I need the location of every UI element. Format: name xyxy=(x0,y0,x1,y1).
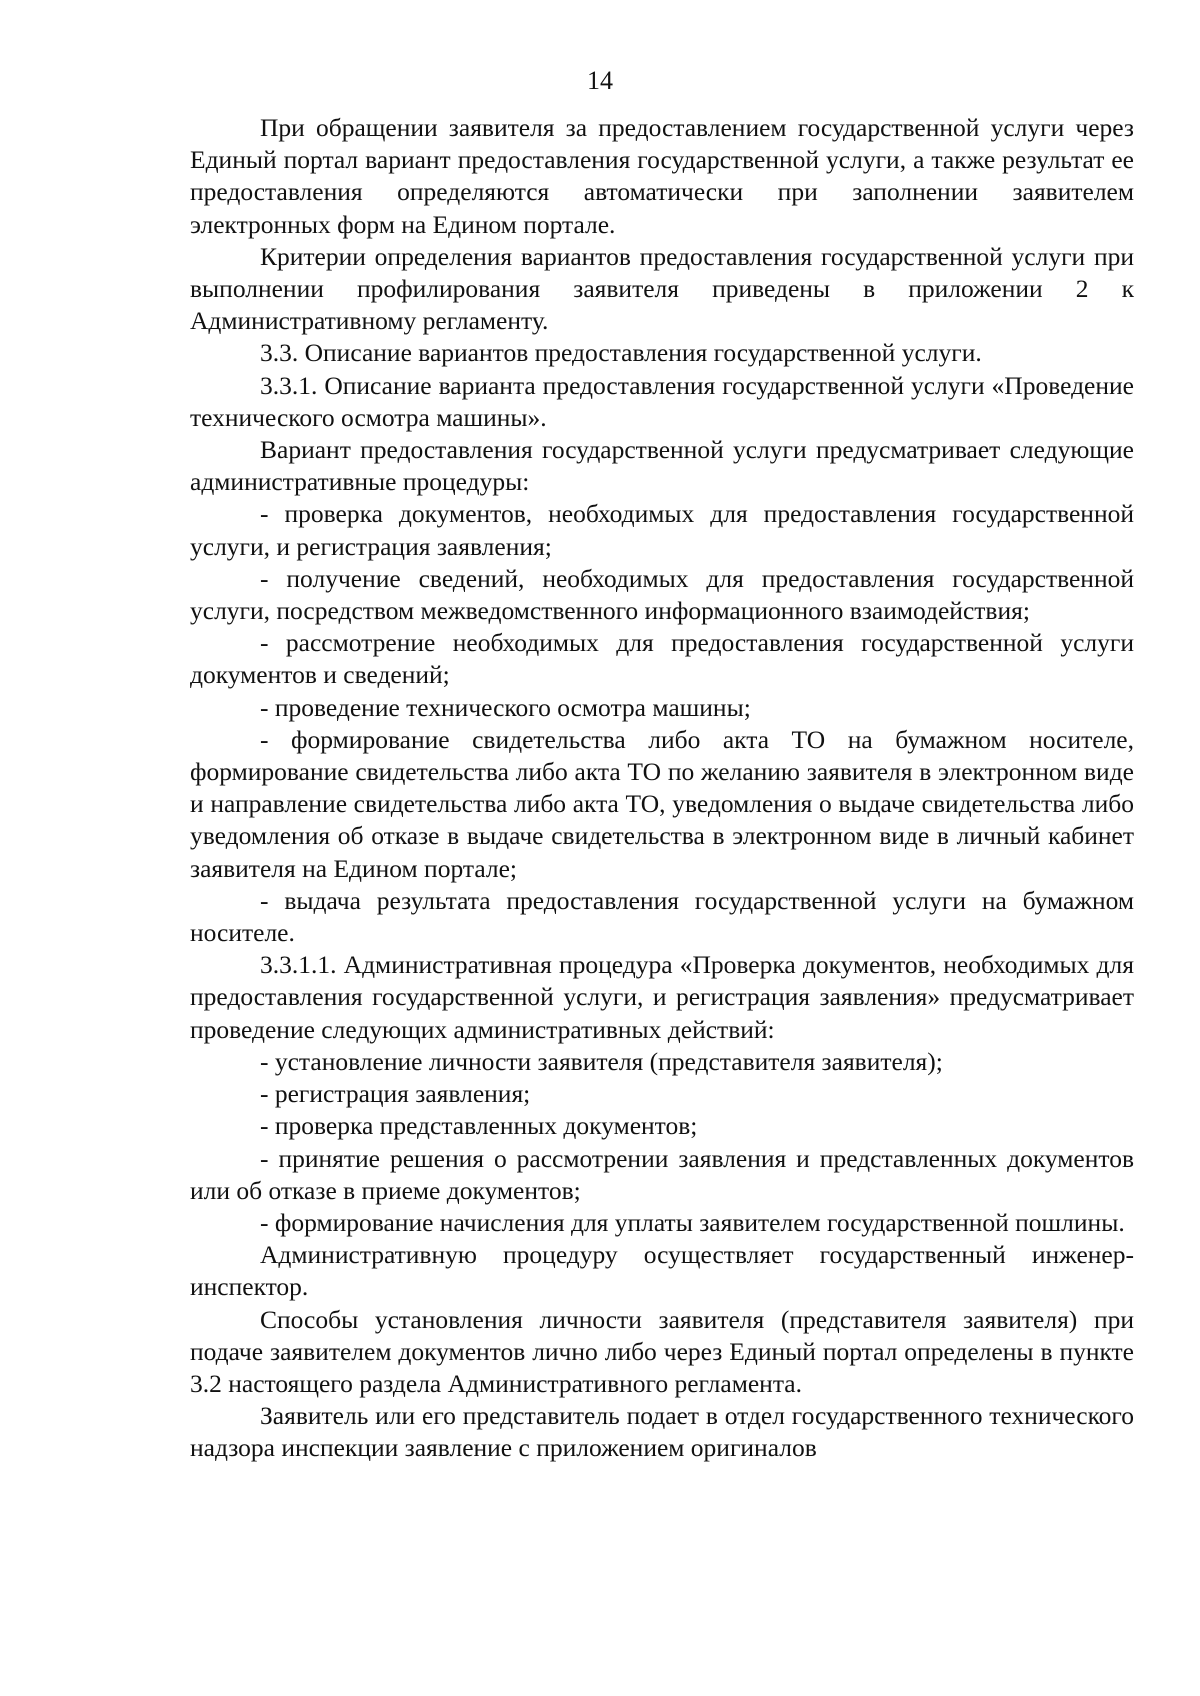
paragraph: Критерии определения вариантов предоставления государственной услуги при выполнении профилирования заявителя приведены в приложении 2 к Административному регламенту. xyxy=(190,241,1134,336)
document-body xyxy=(190,112,1134,1465)
paragraph: Административную процедуру осуществляет государственный инженер-инспектор. xyxy=(190,1240,1134,1302)
subsection-paragraph: 3.3.1.1. Административная процедура «Проверка документов, необходимых для предоставления государственной услуги, и регистрация заявления» предусматривает проведение следующих административных действий: xyxy=(190,950,1134,1044)
list-item: - формирование начисления для уплаты заявителем государственной пошлины. xyxy=(260,1207,1125,1237)
paragraph: Заявитель или его представитель подает в отдел государственного технического надзора инспекции заявление с приложением оригиналов xyxy=(190,1401,1134,1463)
list-item: - проведение технического осмотра машины; xyxy=(260,692,751,722)
list-item: - регистрация заявления; xyxy=(260,1079,531,1109)
subsection-heading: 3.3.1. Описание варианта предоставления государственной услуги «Проведение технического осмотра машины». xyxy=(190,370,1134,432)
list-item: - проверка представленных документов; xyxy=(260,1111,698,1141)
page-number: 14 xyxy=(587,66,613,95)
paragraph: При обращении заявителя за предоставлением государственной услуги через Единый портал вариант предоставления государственной услуги, а также результат ее предоставления определяются автоматически при заполнении заявителем электронных форм на Едином портале. xyxy=(190,113,1134,239)
list-item: - установление личности заявителя (представителя заявителя); xyxy=(260,1046,943,1076)
paragraph: Вариант предоставления государственной услуги предусматривает следующие административные процедуры: xyxy=(190,435,1134,497)
section-heading: 3.3. Описание вариантов предоставления государственной услуги. xyxy=(260,338,982,368)
list-item: - выдача результата предоставления государственной услуги на бумажном носителе. xyxy=(190,885,1134,948)
list-item: - принятие решения о рассмотрении заявления и представленных документов или об отказе в приеме документов; xyxy=(190,1143,1134,1205)
list-item: - рассмотрение необходимых для предоставления государственной услуги документов и сведений; xyxy=(190,628,1134,690)
paragraph: Способы установления личности заявителя (представителя заявителя) при подаче заявителем документов лично либо через Единый портал определены в пункте 3.2 настоящего раздела Административного регламента. xyxy=(190,1304,1134,1398)
list-item: - формирование свидетельства либо акта ТО на бумажном носителе, формирование свидетельства либо акта ТО по желанию заявителя в электронном виде и направление свидетельства либо акта ТО, уведомления о выдаче свидетельства либо уведомления об отказе в выдаче свидетельства в электронном виде в личный кабинет заявителя на Едином портале; xyxy=(190,724,1134,883)
list-item: - получение сведений, необходимых для предоставления государственной услуги, посредством межведомственного информационного взаимодействия; xyxy=(190,563,1134,626)
list-item: - проверка документов, необходимых для предоставления государственной услуги, и регистрация заявления; xyxy=(190,499,1134,561)
